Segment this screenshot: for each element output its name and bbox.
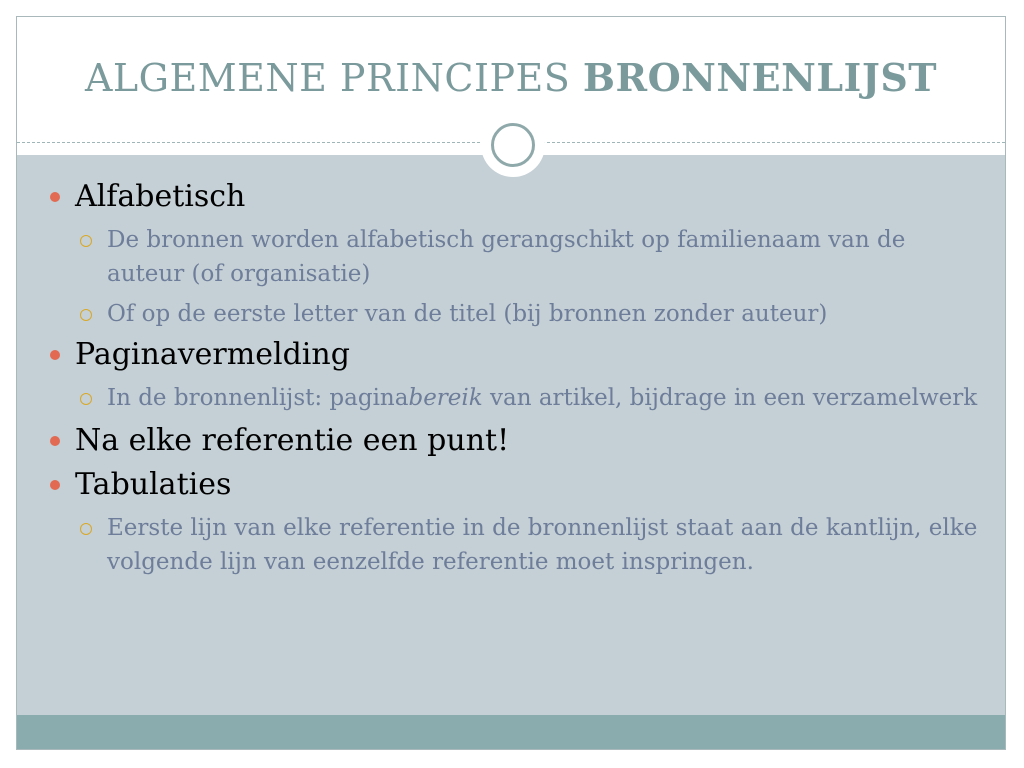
- title-bold: BRONNENLIJST: [582, 55, 938, 100]
- sub-bullet-text: Of op de eerste letter van de titel (bij bronnen zonder auteur): [107, 301, 828, 327]
- title-normal: ALGEMENE PRINCIPES: [84, 56, 583, 100]
- sub-bullet-text: [107, 385, 977, 411]
- sub-bullet-ring-icon: [80, 309, 92, 321]
- divider-circle-icon: [491, 123, 535, 167]
- sub-bullet-text: De bronnen worden alfabetisch gerangschikt op familienaam van de auteur (of organisatie): [107, 227, 906, 287]
- slide-content: [17, 179, 1005, 585]
- sub-bullet: [17, 511, 1005, 579]
- bullet-punt: [17, 423, 1005, 459]
- sub-bullet-text: Eerste lijn van elke referentie in de bronnenlijst staat aan de kantlijn, elke volgende lijn van eenzelfde referentie moet inspringen.: [107, 515, 978, 575]
- bullet-alfabetisch: [17, 179, 1005, 215]
- sub-bullet-ring-icon: [80, 393, 92, 405]
- sub-bullet-ring-icon: [80, 235, 92, 247]
- text-italic: bereik: [408, 385, 483, 411]
- slide: [16, 16, 1006, 750]
- bullet-paginavermelding: [17, 337, 1005, 373]
- text-after: van artikel, bijdrage in een verzamelwerk: [482, 385, 978, 411]
- bullet-text: Tabulaties: [75, 467, 232, 502]
- bullet-text: Alfabetisch: [75, 179, 246, 214]
- sub-bullet: [17, 297, 1005, 331]
- bullet-tabulaties: [17, 467, 1005, 503]
- text-before: In de bronnenlijst: pagina: [107, 385, 409, 411]
- sub-bullet-ring-icon: [80, 523, 92, 535]
- slide-title: [17, 55, 1005, 100]
- bullet-dot-icon: [50, 192, 60, 202]
- bullet-text: Na elke referentie een punt!: [75, 423, 510, 458]
- bullet-dot-icon: [50, 436, 60, 446]
- sub-bullet: [17, 381, 1005, 415]
- sub-bullet: [17, 223, 1005, 291]
- bullet-text: Paginavermelding: [75, 337, 350, 372]
- bullet-dot-icon: [50, 350, 60, 360]
- bullet-dot-icon: [50, 480, 60, 490]
- footer-band: [17, 715, 1005, 750]
